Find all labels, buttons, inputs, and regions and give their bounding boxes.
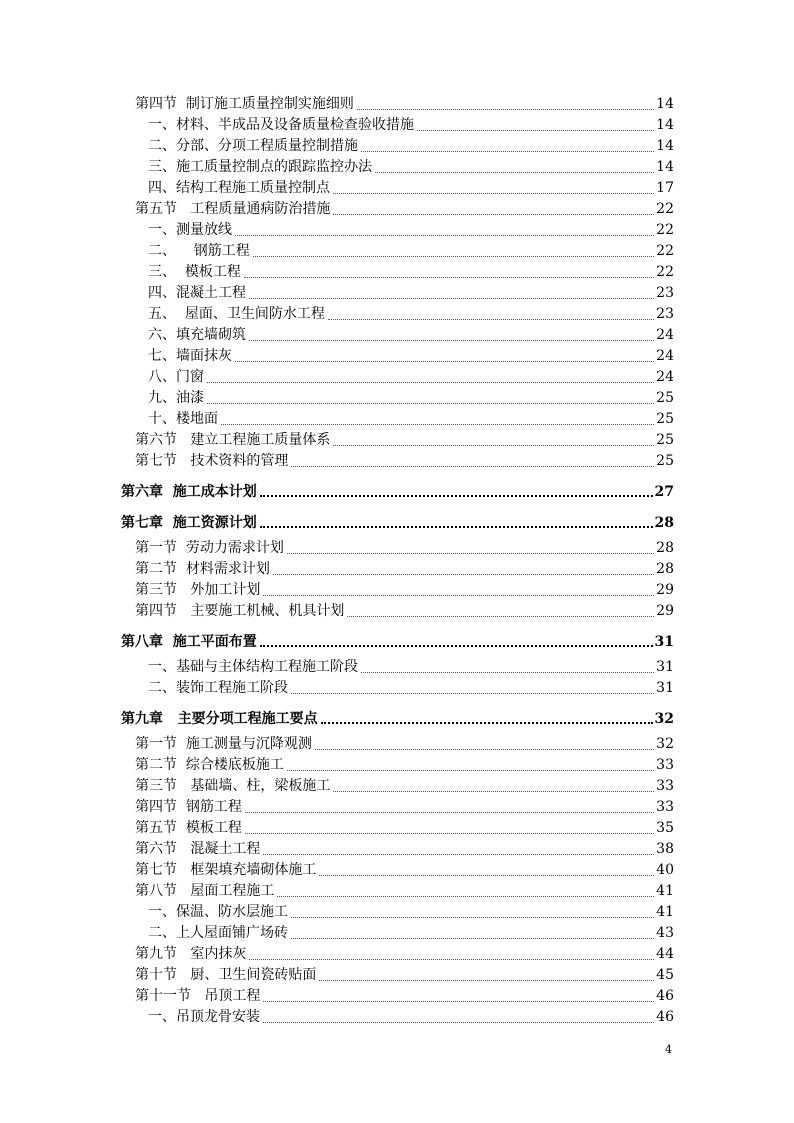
toc-entry-page: 14 (656, 96, 674, 112)
toc-entry-page: 31 (656, 659, 674, 675)
toc-entry-page: 25 (656, 390, 674, 406)
toc-entry-title: 一、吊顶龙骨安装 (148, 1009, 260, 1025)
dot-leader (417, 130, 654, 131)
dot-leader (253, 256, 654, 257)
toc-entry-section[interactable] (0, 797, 794, 818)
toc-entry-title: 第三节 基础墙、柱，梁板施工 (135, 778, 331, 794)
toc-entry-title: 二、装饰工程施工阶段 (148, 680, 288, 696)
toc-entry-section[interactable] (0, 538, 794, 559)
dot-leader (235, 235, 654, 236)
toc-entry-title: 一、保温、防水层施工 (148, 904, 288, 920)
toc-entry-title: 三、施工质量控制点的跟踪监控办法 (148, 159, 372, 175)
toc-entry-section[interactable] (0, 860, 794, 881)
toc-entry-page: 40 (656, 862, 674, 878)
dot-leader (260, 495, 653, 497)
dot-leader (321, 722, 653, 724)
toc-entry-title: 第六节 建立工程施工质量体系 (135, 432, 331, 448)
toc-entry-title: 八、门窗 (148, 369, 204, 385)
toc-entry-title: 第六节 混凝土工程 (135, 841, 261, 857)
toc-entry-title: 第五节 工程质量通病防治措施 (135, 201, 331, 217)
toc-entry-section[interactable] (0, 776, 794, 797)
toc-entry-section[interactable] (0, 199, 794, 220)
toc-entry-title: 五、 屋面、卫生间防水工程 (148, 306, 325, 322)
toc-entry-title: 第九节 室内抹灰 (135, 946, 247, 962)
dot-leader (328, 319, 654, 320)
toc-entry-page: 28 (656, 561, 674, 577)
toc-entry-title: 四、混凝土工程 (148, 285, 246, 301)
toc-entry-page: 14 (656, 138, 674, 154)
toc-entry-item[interactable] (0, 283, 794, 304)
toc-entry-section[interactable] (0, 839, 794, 860)
toc-entry-title: 一、基础与主体结构工程施工阶段 (148, 659, 358, 675)
dot-leader (249, 340, 654, 341)
toc-entry-page: 23 (656, 285, 674, 301)
dot-leader (260, 645, 653, 647)
toc-entry-section[interactable] (0, 559, 794, 580)
toc-entry-item[interactable] (0, 657, 794, 678)
toc-entry-title: 第七节 技术资料的管理 (135, 453, 289, 469)
table-of-contents (0, 94, 794, 1028)
toc-entry-title: 二、上人屋面铺广场砖 (148, 925, 288, 941)
toc-entry-page: 38 (656, 841, 674, 857)
toc-entry-page: 25 (656, 432, 674, 448)
toc-entry-page: 32 (656, 736, 674, 752)
toc-entry-section[interactable] (0, 881, 794, 902)
toc-entry-page: 14 (656, 159, 674, 175)
dot-leader (357, 109, 654, 110)
toc-entry-page: 24 (656, 327, 674, 343)
toc-entry-section[interactable] (0, 986, 794, 1007)
toc-entry-page: 33 (656, 757, 674, 773)
dot-leader (263, 854, 654, 855)
toc-entry-title: 七、墙面抹灰 (148, 348, 232, 364)
toc-entry-item[interactable] (0, 1007, 794, 1028)
toc-entry-page: 28 (656, 540, 674, 556)
toc-entry-page: 24 (656, 348, 674, 364)
dot-leader (245, 812, 654, 813)
dot-leader (319, 875, 654, 876)
toc-entry-title: 第一节 劳动力需求计划 (135, 540, 284, 556)
dot-leader (263, 1001, 654, 1002)
dot-leader (277, 896, 654, 897)
toc-entry-item[interactable] (0, 241, 794, 262)
toc-entry-item[interactable] (0, 178, 794, 199)
toc-entry-title: 第七章 施工资源计划 (121, 515, 257, 531)
toc-entry-page: 22 (656, 243, 674, 259)
toc-entry-page: 31 (654, 634, 674, 650)
toc-entry-title: 六、填充墙砌筑 (148, 327, 246, 343)
toc-entry-chapter[interactable] (0, 704, 794, 730)
toc-entry-page: 23 (656, 306, 674, 322)
toc-entry-item[interactable] (0, 678, 794, 699)
toc-entry-page: 29 (656, 603, 674, 619)
toc-entry-page: 41 (656, 904, 674, 920)
toc-entry-item[interactable] (0, 115, 794, 136)
dot-leader (333, 791, 654, 792)
toc-entry-page: 43 (656, 925, 674, 941)
toc-entry-page: 25 (656, 411, 674, 427)
toc-entry-item[interactable] (0, 923, 794, 944)
toc-entry-page: 33 (656, 778, 674, 794)
toc-entry-page: 22 (656, 264, 674, 280)
dot-leader (333, 214, 654, 215)
toc-entry-item[interactable] (0, 367, 794, 388)
toc-entry-section[interactable] (0, 965, 794, 986)
toc-entry-title: 第二节 材料需求计划 (135, 561, 270, 577)
dot-leader (315, 749, 654, 750)
dot-leader (260, 526, 653, 528)
dot-leader (263, 595, 654, 596)
dot-leader (347, 616, 654, 617)
dot-leader (249, 298, 654, 299)
toc-entry-section[interactable] (0, 430, 794, 451)
toc-entry-page: 27 (654, 484, 674, 500)
toc-entry-item[interactable] (0, 902, 794, 923)
dot-leader (291, 466, 654, 467)
toc-entry-title: 第八节 屋面工程施工 (135, 883, 275, 899)
toc-entry-page: 22 (656, 222, 674, 238)
toc-entry-item[interactable] (0, 346, 794, 367)
toc-entry-title: 第七节 框架填充墙砌体施工 (135, 862, 317, 878)
dot-leader (375, 172, 654, 173)
dot-leader (273, 574, 654, 575)
toc-entry-page: 17 (656, 180, 674, 196)
toc-entry-title: 十、楼地面 (148, 411, 218, 427)
toc-entry-section[interactable] (0, 944, 794, 965)
dot-leader (291, 917, 654, 918)
dot-leader (235, 361, 654, 362)
toc-entry-section[interactable] (0, 755, 794, 776)
toc-entry-section[interactable] (0, 601, 794, 622)
toc-entry-title: 第二节 综合楼底板施工 (135, 757, 284, 773)
toc-entry-page: 22 (656, 201, 674, 217)
toc-entry-item[interactable] (0, 220, 794, 241)
toc-entry-title: 第四节 制订施工质量控制实施细则 (135, 96, 354, 112)
dot-leader (245, 833, 654, 834)
toc-entry-title: 三、 模板工程 (148, 264, 241, 280)
toc-entry-page: 14 (656, 117, 674, 133)
dot-leader (333, 193, 654, 194)
toc-entry-title: 第九章 主要分项工程施工要点 (121, 711, 318, 727)
dot-leader (221, 424, 654, 425)
dot-leader (207, 382, 654, 383)
toc-entry-section[interactable] (0, 580, 794, 601)
toc-entry-title: 一、材料、半成品及设备质量检查验收措施 (148, 117, 414, 133)
toc-entry-item[interactable] (0, 388, 794, 409)
toc-entry-section[interactable] (0, 818, 794, 839)
toc-entry-item[interactable] (0, 262, 794, 283)
toc-entry-page: 46 (656, 988, 674, 1004)
toc-entry-title: 第六章 施工成本计划 (121, 484, 257, 500)
toc-entry-section[interactable] (0, 734, 794, 755)
toc-entry-chapter[interactable] (0, 508, 794, 534)
dot-leader (287, 553, 654, 554)
dot-leader (249, 959, 654, 960)
toc-entry-title: 二、 钢筋工程 (148, 243, 250, 259)
toc-entry-title: 第四节 钢筋工程 (135, 799, 242, 815)
toc-entry-section[interactable] (0, 94, 794, 115)
toc-entry-title: 第四节 主要施工机械、机具计划 (135, 603, 345, 619)
toc-entry-chapter[interactable] (0, 477, 794, 503)
toc-entry-page: 32 (654, 711, 674, 727)
toc-entry-item[interactable] (0, 409, 794, 430)
toc-entry-title: 第三节 外加工计划 (135, 582, 261, 598)
toc-entry-page: 31 (656, 680, 674, 696)
toc-entry-page: 24 (656, 369, 674, 385)
page-number: 4 (665, 1043, 672, 1056)
dot-leader (263, 1022, 654, 1023)
toc-entry-title: 一、测量放线 (148, 222, 232, 238)
toc-entry-page: 44 (656, 946, 674, 962)
toc-entry-page: 28 (654, 515, 674, 531)
toc-entry-item[interactable] (0, 325, 794, 346)
toc-entry-page: 33 (656, 799, 674, 815)
toc-entry-page: 29 (656, 582, 674, 598)
toc-entry-page: 35 (656, 820, 674, 836)
toc-entry-title: 第十一节 吊顶工程 (135, 988, 261, 1004)
toc-entry-page: 46 (656, 1009, 674, 1025)
toc-entry-page: 41 (656, 883, 674, 899)
toc-entry-title: 第八章 施工平面布置 (121, 634, 257, 650)
toc-entry-title: 第五节 模板工程 (135, 820, 242, 836)
dot-leader (361, 151, 654, 152)
dot-leader (244, 277, 654, 278)
toc-entry-chapter[interactable] (0, 627, 794, 653)
toc-entry-title: 九、油漆 (148, 390, 204, 406)
toc-entry-page: 25 (656, 453, 674, 469)
dot-leader (319, 980, 654, 981)
dot-leader (287, 770, 654, 771)
toc-entry-page: 45 (656, 967, 674, 983)
toc-entry-section[interactable] (0, 451, 794, 472)
dot-leader (291, 693, 654, 694)
toc-entry-title: 第十节 厨、卫生间瓷砖贴面 (135, 967, 317, 983)
toc-entry-item[interactable] (0, 304, 794, 325)
toc-entry-item[interactable] (0, 157, 794, 178)
toc-entry-item[interactable] (0, 136, 794, 157)
toc-entry-title: 二、分部、分项工程质量控制措施 (148, 138, 358, 154)
dot-leader (361, 672, 654, 673)
dot-leader (207, 403, 654, 404)
dot-leader (333, 445, 654, 446)
toc-entry-title: 第一节 施工测量与沉降观测 (135, 736, 312, 752)
toc-entry-title: 四、结构工程施工质量控制点 (148, 180, 330, 196)
dot-leader (291, 938, 654, 939)
